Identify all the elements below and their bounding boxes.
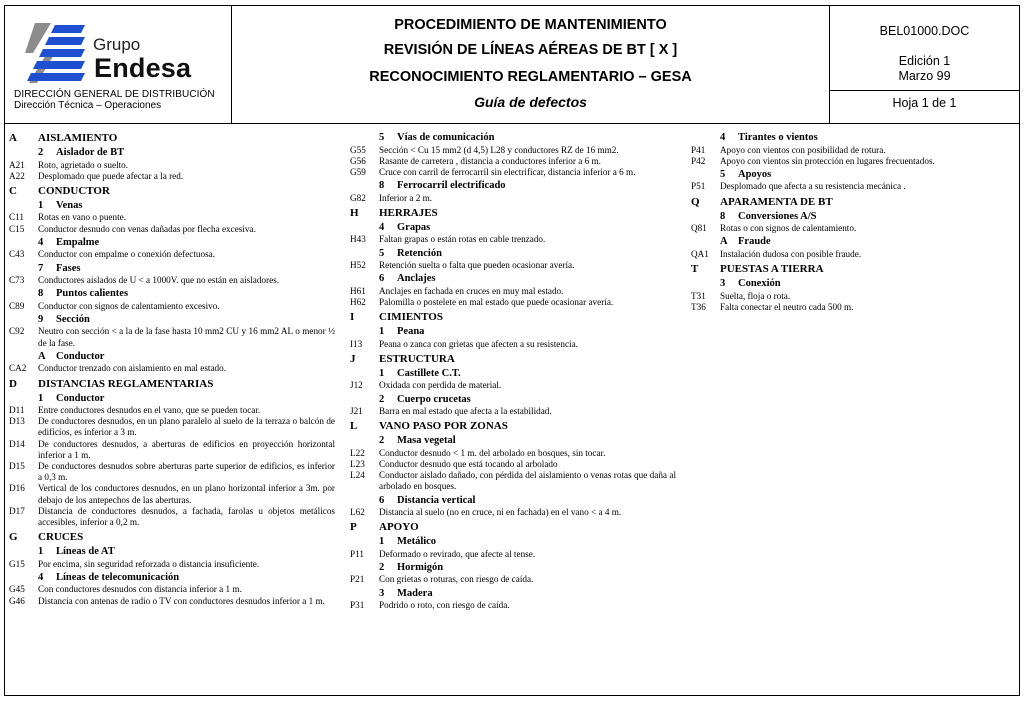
defect-row [350, 234, 676, 245]
subsection-heading [350, 562, 676, 575]
subsection-heading [350, 588, 676, 601]
defect-description: Roto, agrietado o suelto. [38, 159, 129, 170]
defect-code: L23 [350, 458, 365, 469]
defect-row [350, 600, 676, 611]
meta-cell [830, 6, 1019, 123]
section-code: I [350, 311, 355, 324]
subsection-heading [350, 222, 676, 235]
subsection-heading [350, 326, 676, 339]
page-number: Hoja 1 de 1 [892, 96, 957, 110]
defect-code: J21 [350, 406, 363, 417]
subsection-number: 4 [720, 132, 726, 143]
defect-code: Q81 [691, 223, 707, 234]
defect-code: P11 [350, 548, 364, 559]
defect-row [9, 461, 335, 483]
defect-row [691, 145, 1011, 156]
subsection-heading [691, 132, 1011, 145]
defects-column-1 [9, 132, 335, 607]
subsection-number: 7 [38, 262, 44, 274]
subsection-heading [9, 351, 335, 364]
defect-description: Desplomado que puede afectar a la red. [38, 170, 184, 181]
subsection-title: Líneas de AT [56, 546, 115, 558]
subsection-number: 1 [38, 392, 44, 404]
subsection-number: 2 [38, 147, 44, 158]
section-heading [350, 207, 676, 220]
subsection-title: Empalme [56, 236, 100, 248]
defect-code: C92 [9, 326, 25, 337]
defect-code: P41 [691, 144, 706, 155]
subsection-heading [350, 132, 676, 145]
section-code: D [9, 377, 17, 390]
defect-row [9, 584, 335, 595]
document-scope: RECONOCIMIENTO REGLAMENTARIO – GESA [369, 69, 692, 85]
document-subtitle: REVISIÓN DE LÍNEAS AÉREAS DE BT [ X ] [383, 42, 678, 58]
defect-row [350, 406, 676, 417]
defect-code: C43 [9, 249, 25, 260]
subsection-title: Castillete C.T. [397, 367, 461, 379]
subsection-heading [350, 495, 676, 508]
edition-block [830, 54, 1019, 84]
defect-row [350, 507, 676, 518]
defect-code: L22 [350, 447, 365, 458]
section-code: C [9, 184, 17, 197]
section-heading [350, 521, 676, 534]
subsection-heading [9, 393, 335, 406]
defect-description: Vertical de los conductores desnudos, en un plano horizontal inferior a 3m. por debajo de los antepechos de las aberturas. [38, 483, 335, 505]
defect-code: G15 [9, 558, 25, 569]
section-title: ESTRUCTURA [379, 352, 455, 365]
defect-description: Retención suelta o falta que pueden ocasionar avería. [379, 260, 575, 271]
defect-description: Con conductores desnudos con distancia inferior a 1 m. [38, 584, 242, 595]
defect-code: G56 [350, 155, 366, 166]
subsection-title: Fases [56, 262, 81, 274]
subsection-number: 4 [38, 236, 44, 248]
defect-code: H43 [350, 234, 366, 245]
subsection-number: 1 [379, 367, 385, 379]
defect-row [9, 416, 335, 438]
subsection-number: 2 [379, 435, 385, 447]
defect-row [691, 302, 1011, 313]
subsection-title: Metálico [397, 536, 437, 548]
subsection-heading [350, 180, 676, 193]
defect-description: Conductor desnudo < 1 m. del arbolado en bosques, sin tocar. [379, 447, 606, 458]
title-cell [232, 6, 830, 123]
subsection-number: A [720, 236, 728, 248]
defect-description: Deformado o revirado, que afecte al tense. [379, 548, 536, 559]
subsection-heading [691, 211, 1011, 224]
section-title: CIMIENTOS [379, 311, 443, 324]
subsection-number: 6 [379, 273, 385, 285]
subsection-number: 5 [379, 132, 385, 143]
defect-row [9, 559, 335, 570]
subsection-number: 5 [379, 247, 385, 259]
subsection-heading [350, 536, 676, 549]
subsection-heading [9, 147, 335, 160]
defect-code: T31 [691, 290, 706, 301]
edition-label: Edición 1 [898, 54, 951, 68]
defect-code: G59 [350, 166, 366, 177]
defect-description: Desplomado que afecta a su resistencia mecánica . [720, 181, 906, 192]
subsection-heading [350, 248, 676, 261]
section-title: APOYO [379, 521, 419, 534]
defect-description: Falta conectar el neutro cada 500 m. [720, 301, 854, 312]
subsection-heading [9, 263, 335, 276]
defects-column-3 [691, 132, 1011, 313]
logo-brand-text: Endesa [94, 53, 192, 83]
section-code: A [9, 132, 17, 144]
subsection-number: 4 [38, 571, 44, 583]
subsection-title: Fraude [738, 236, 771, 248]
subsection-number: 3 [720, 278, 726, 290]
defect-description: Entre conductores desnudos en el vano, que se pueden tocar. [38, 405, 261, 416]
defect-row [9, 301, 335, 312]
defect-row [350, 549, 676, 560]
defect-code: D17 [9, 505, 25, 516]
defect-description: Neutro con sección < a la de la fase hasta 10 mm2 CU y 16 mm2 AL o menor ½ de la fase. [38, 326, 335, 348]
defect-description: Apoyo con vientos sin protección en lugares frecuentados. [720, 155, 935, 166]
defect-row [350, 297, 676, 308]
defect-code: P42 [691, 155, 706, 166]
subsection-heading [9, 288, 335, 301]
defect-code: P21 [350, 574, 365, 585]
defect-row [9, 483, 335, 505]
subsection-title: Anclajes [397, 273, 436, 285]
defect-row [9, 363, 335, 374]
subsection-number: 1 [38, 199, 44, 211]
section-code: G [9, 531, 18, 544]
defect-row [9, 224, 335, 235]
document-title: PROCEDIMIENTO DE MANTENIMIENTO [394, 17, 667, 33]
subsection-heading [9, 314, 335, 327]
defect-row [350, 156, 676, 167]
section-heading [9, 132, 335, 145]
subsection-title: Conductor [56, 392, 105, 404]
defect-row [691, 181, 1011, 192]
defect-code: D13 [9, 416, 25, 427]
defect-code: P31 [350, 600, 365, 611]
section-heading [350, 311, 676, 324]
defect-code: T36 [691, 301, 706, 312]
defect-row [9, 160, 335, 171]
subsection-title: Sección [56, 313, 90, 325]
defect-description: Suelta, floja o rota. [720, 290, 791, 301]
section-title: HERRAJES [379, 206, 438, 219]
subsection-heading [350, 368, 676, 381]
defect-code: D16 [9, 483, 25, 494]
defect-description: Conductores aislados de U < a 1000V. que no están en aisladores. [38, 275, 280, 286]
subsection-number: 3 [379, 587, 385, 599]
defect-code: G46 [9, 595, 25, 606]
subsection-number: 8 [379, 180, 385, 192]
subsection-number: 6 [379, 494, 385, 506]
section-title: PUESTAS A TIERRA [720, 263, 824, 276]
subsection-title: Retención [397, 247, 442, 259]
subsection-number: 2 [379, 561, 385, 573]
subsection-number: 5 [720, 168, 726, 180]
defect-row [350, 260, 676, 271]
defect-description: Rasante de carretera , distancia a conductores inferior a 6 m. [379, 155, 601, 166]
defect-code: H61 [350, 285, 366, 296]
defect-description: Conductor con empalme o conexión defectuosa. [38, 249, 216, 260]
defect-code: D15 [9, 461, 25, 472]
subsection-heading [691, 278, 1011, 291]
section-title: VANO PASO POR ZONAS [379, 420, 508, 433]
defect-code: C89 [9, 300, 25, 311]
section-code: J [350, 352, 356, 365]
subsection-title: Peana [397, 326, 425, 338]
subsection-title: Masa vegetal [397, 435, 456, 447]
subsection-number: 2 [379, 393, 385, 405]
document-guide-title: Guía de defectos [474, 94, 587, 110]
subsection-title: Venas [56, 199, 83, 211]
section-code: L [350, 420, 358, 433]
defect-code: C73 [9, 275, 25, 286]
defect-row [350, 470, 676, 492]
defect-code: D14 [9, 438, 25, 449]
defect-description: Barra en mal estado que afecta a la estabilidad. [379, 406, 552, 417]
defect-description: Distancia al suelo (no en cruce, ni en fachada) en el vano < a 4 m. [379, 507, 622, 518]
subsection-heading [9, 572, 335, 585]
defect-code: H52 [350, 260, 366, 271]
subsection-title: Grapas [397, 221, 431, 233]
defect-description: Distancia con antenas de radio o TV con conductores desnudos inferior a 1 m. [38, 595, 325, 606]
defect-description: De conductores desnudos, en un plano paralelo al suelo de la terraza o balcón de edificios, es inferior a 3 m. [38, 416, 335, 438]
defect-row [350, 167, 676, 178]
subsection-title: Distancia vertical [397, 494, 476, 506]
defect-code: QA1 [691, 248, 709, 259]
defect-code: J12 [350, 380, 363, 391]
subsection-title: Conversiones A/S [738, 210, 817, 222]
defect-row [691, 249, 1011, 260]
subsection-title: Hormigón [397, 561, 444, 573]
defect-description: Apoyo con vientos con posibilidad de rotura. [720, 144, 886, 155]
subsection-title: Cuerpo crucetas [397, 393, 471, 405]
defect-description: Anclajes en fachada en cruces en muy mal estado. [379, 285, 564, 296]
defect-row [9, 326, 335, 348]
defect-description: Por encima, sin seguridad reforzada o distancia insuficiente. [38, 558, 260, 569]
defect-description: Conductor desnudo que está tocando al arbolado [379, 458, 558, 469]
subsection-title: Ferrocarril electrificado [397, 180, 506, 192]
defect-row [691, 156, 1011, 167]
defect-description: Rotas en vano o puente. [38, 212, 127, 223]
subsection-number: 1 [379, 536, 385, 548]
section-code: T [691, 263, 699, 276]
defect-description: Conductor aislado dañado, con pérdida del aislamiento o venas rotas que daña al arbolado en bosques. [379, 470, 676, 492]
defect-description: Conductor desnudo con venas dañadas por flecha excesiva. [38, 223, 256, 234]
defect-row [9, 249, 335, 260]
defect-description: De conductores desnudos sobre aberturas parte superior de edificios, es inferior a 0,3 m. [38, 461, 335, 483]
section-heading [9, 185, 335, 198]
defect-code: A21 [9, 159, 25, 170]
subsection-title: Conductor [56, 350, 105, 362]
defect-row [9, 275, 335, 286]
defect-description: Rotas o con signos de calentamiento. [720, 223, 857, 234]
subsection-number: 8 [720, 210, 726, 222]
section-title: CRUCES [38, 531, 84, 544]
defect-code: D11 [9, 405, 25, 416]
defect-row [350, 380, 676, 391]
logo-group-text: Grupo [93, 35, 141, 54]
subsection-number: 1 [38, 546, 44, 558]
subsection-title: Puntos calientes [56, 288, 129, 300]
subsection-title: Tirantes o vientos [738, 132, 818, 143]
subsection-title: Conexión [738, 278, 781, 290]
defect-code: C11 [9, 212, 24, 223]
document-header [5, 6, 1019, 124]
defect-row [691, 291, 1011, 302]
defect-row [350, 286, 676, 297]
defect-row [691, 223, 1011, 234]
defect-code: L62 [350, 507, 365, 518]
subsection-number: A [38, 350, 46, 362]
edition-date: Marzo 99 [898, 69, 951, 83]
defect-row [9, 596, 335, 607]
defect-row [9, 171, 335, 182]
defect-row [350, 448, 676, 459]
section-title: AISLAMIENTO [38, 132, 118, 144]
subsection-number: 1 [379, 326, 385, 338]
defect-code: P51 [691, 181, 706, 192]
defect-description: Conductor trenzado con aislamiento en mal estado. [38, 363, 227, 374]
section-heading [350, 420, 676, 433]
section-heading [9, 378, 335, 391]
defect-code: CA2 [9, 363, 27, 374]
defect-description: Faltan grapas o están rotas en cable trenzado. [379, 234, 546, 245]
section-title: APARAMENTA DE BT [720, 195, 833, 208]
defect-description: Sección < Cu 15 mm2 (d 4,5) L28 y conductores RZ de 16 mm2. [379, 144, 619, 155]
defects-column-2 [350, 132, 676, 611]
section-heading [350, 353, 676, 366]
defect-row [350, 193, 676, 204]
defect-code: A22 [9, 170, 25, 181]
section-title: DISTANCIAS REGLAMENTARIAS [38, 377, 214, 390]
defect-description: Podrido o roto, con riesgo de caída. [379, 600, 510, 611]
defect-row [9, 439, 335, 461]
directorate-label: DIRECCIÓN GENERAL DE DISTRIBUCIÓN [14, 89, 215, 100]
section-heading [691, 196, 1011, 209]
defect-code: G45 [9, 584, 25, 595]
defect-description: Conductor con signos de calentamiento excesivo. [38, 300, 220, 311]
defect-row [9, 405, 335, 416]
defect-code: L24 [350, 470, 365, 481]
subsection-heading [9, 546, 335, 559]
defect-description: Palomilla o postelete en mal estado que puede ocasionar avería. [379, 296, 614, 307]
defect-code: G82 [350, 192, 366, 203]
department-label: Dirección Técnica – Operaciones [14, 100, 162, 111]
defect-description: Instalación dudosa con posible fraude. [720, 248, 862, 259]
subsection-heading [350, 435, 676, 448]
defect-description: Distancia de conductores desnudos, a fachada, farolas u objetos metálicos accesibles, inferior a 0,2 m. [38, 505, 335, 528]
subsection-heading [9, 237, 335, 250]
meta-divider [830, 90, 1019, 91]
section-code: P [350, 521, 357, 534]
defect-description: Cruce con carril de ferrocarril sin electrificar, distancia inferior a 6 m. [379, 166, 636, 177]
defect-code: C15 [9, 223, 25, 234]
subsection-title: Vías de comunicación [397, 132, 495, 143]
defect-description: Con grietas o roturas, con riesgo de caída. [379, 574, 534, 585]
subsection-title: Líneas de telecomunicación [56, 571, 180, 583]
defect-description: Inferior a 2 m. [379, 192, 433, 203]
defect-row [350, 459, 676, 470]
subsection-title: Madera [397, 587, 433, 599]
section-title: CONDUCTOR [38, 184, 110, 197]
subsection-number: 9 [38, 313, 44, 325]
defect-code: I13 [350, 338, 363, 349]
defect-code: H62 [350, 296, 366, 307]
defect-description: Peana o zanca con grietas que afecten a su resistencia. [379, 338, 578, 349]
defect-row [350, 574, 676, 585]
defect-row [350, 145, 676, 156]
defect-row [9, 212, 335, 223]
subsection-number: 8 [38, 288, 44, 300]
doc-code: BEL01000.DOC [879, 24, 970, 38]
defect-row [9, 506, 335, 528]
subsection-title: Aislador de BT [56, 147, 125, 158]
section-heading [9, 531, 335, 544]
subsection-heading [691, 236, 1011, 249]
section-heading [691, 263, 1011, 276]
defect-description: De conductores desnudos, a aberturas de edificios en proyección horizontal inferior a 1 m. [38, 438, 335, 460]
defect-code: G55 [350, 144, 366, 155]
defect-description: Oxidada con perdida de material. [379, 380, 502, 391]
endesa-logo-icon [25, 23, 89, 83]
logo-cell [5, 6, 232, 123]
subsection-title: Apoyos [738, 168, 772, 180]
section-code: Q [691, 195, 700, 208]
subsection-heading [9, 200, 335, 213]
subsection-heading [350, 273, 676, 286]
defect-row [350, 339, 676, 350]
subsection-number: 4 [379, 221, 385, 233]
subsection-heading [350, 394, 676, 407]
section-code: H [350, 206, 359, 219]
subsection-heading [691, 169, 1011, 182]
